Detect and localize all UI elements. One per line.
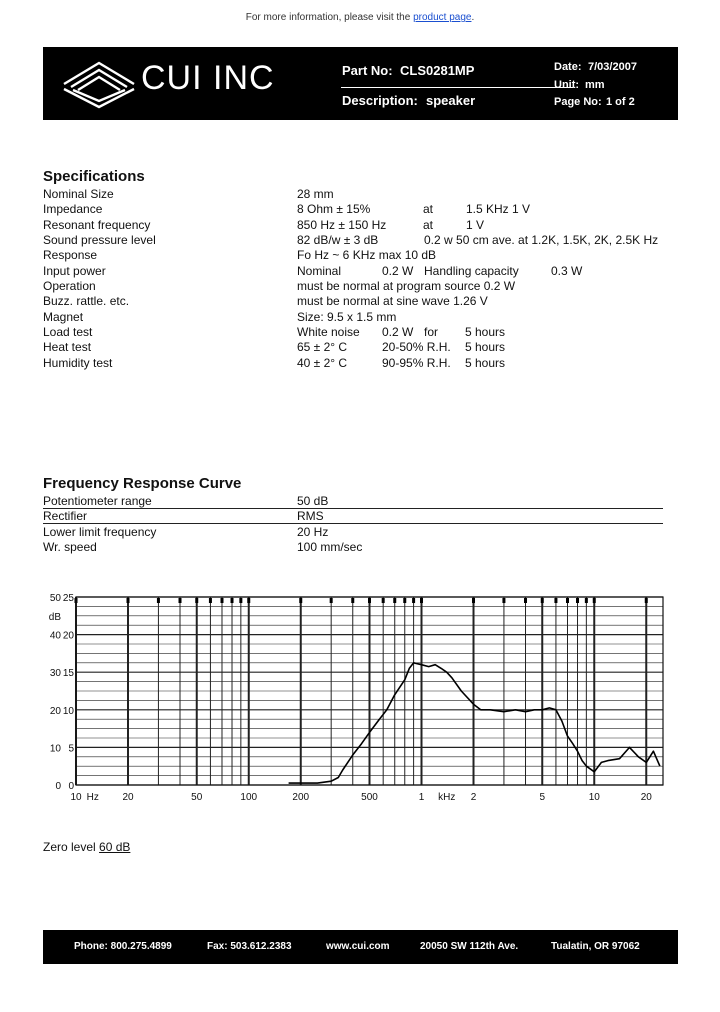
spec-value: 40 ± 2° C — [297, 356, 348, 370]
spec-detail: 1 V — [466, 218, 485, 232]
spec-name: Impedance — [43, 202, 103, 216]
spec-condition: at — [423, 202, 434, 216]
y-right-tick-label: 20 — [62, 630, 74, 642]
page-no-value: 1 of 2 — [606, 96, 635, 108]
top-notice — [0, 12, 720, 23]
footer-fax: Fax: 503.612.2383 — [207, 941, 292, 952]
x-tick-label: Hz — [86, 792, 99, 803]
top-tick — [393, 598, 396, 603]
fr-value: RMS — [297, 509, 324, 523]
spec-name: Humidity test — [43, 356, 113, 370]
spec-name: Input power — [43, 264, 106, 278]
x-tick-label: 10 — [70, 792, 82, 803]
fr-value: 20 Hz — [297, 525, 329, 539]
part-no-value: CLS0281MP — [400, 63, 475, 78]
top-tick — [157, 598, 160, 603]
fr-row — [43, 525, 683, 540]
x-tick-label: 20 — [640, 792, 652, 803]
header-divider — [341, 87, 573, 88]
y-right-tick-label: 0 — [68, 781, 74, 792]
spec-value: 65 ± 2° C — [297, 340, 348, 354]
notice-prefix: For more information, please visit the — [245, 12, 414, 23]
footer-address: 20050 SW 112th Ave. — [420, 941, 519, 952]
spec-condition: Handling capacity — [424, 264, 519, 278]
y-right-tick-label: 25 — [62, 593, 74, 604]
footer-website[interactable]: www.cui.com — [326, 941, 390, 952]
y-left-tick-label: 20 — [49, 705, 61, 717]
top-tick — [220, 598, 223, 603]
fr-value: 100 mm/sec — [297, 540, 363, 554]
spec-value: White noise — [297, 325, 360, 339]
y-left-tick-label: dB — [48, 611, 61, 623]
top-tick — [299, 598, 302, 603]
spec-condition: for — [424, 325, 439, 339]
x-tick-label: 10 — [588, 792, 600, 803]
top-tick — [231, 598, 234, 603]
description-label: Description: — [342, 93, 418, 108]
spec-row — [43, 279, 683, 294]
spec-name: Response — [43, 248, 98, 262]
spec-name: Operation — [43, 279, 96, 293]
fr-name: Lower limit frequency — [43, 525, 157, 539]
x-tick-label: 100 — [240, 792, 258, 803]
top-tick — [420, 598, 423, 603]
top-tick — [239, 598, 242, 603]
x-tick-label: 1 — [418, 792, 425, 803]
spec-row — [43, 248, 683, 263]
top-tick — [403, 598, 406, 603]
spec-condition: 0.2 w 50 cm ave. at 1.2K, 1.5K, 2K, 2.5K Hz — [424, 233, 659, 247]
x-tick-label: 5 — [539, 792, 546, 803]
top-tick — [247, 598, 250, 603]
fr-name: Potentiometer range — [43, 494, 152, 508]
spec-detail: 0.3 W — [551, 264, 583, 278]
x-tick-label: 20 — [122, 792, 134, 803]
spec-row — [43, 202, 683, 217]
x-tick-label: 200 — [292, 792, 310, 803]
top-tick — [127, 598, 130, 603]
zero-level — [43, 840, 130, 854]
spec-row — [43, 310, 683, 325]
frequency-response-chart — [38, 588, 668, 806]
frequency-response-title: Frequency Response Curve — [43, 475, 242, 492]
top-tick — [576, 598, 579, 603]
y-left-tick-label: 10 — [49, 743, 61, 755]
x-tick-label: kHz — [438, 792, 456, 803]
y-right-tick-label: 5 — [68, 743, 74, 755]
spec-detail: 5 hours — [465, 340, 506, 354]
top-tick — [585, 598, 588, 603]
unit-label: Unit: — [554, 79, 580, 91]
divider — [43, 523, 663, 524]
top-tick — [472, 598, 475, 603]
spec-value-2: 20-50% R.H. — [382, 340, 451, 354]
spec-row — [43, 233, 683, 248]
top-tick — [351, 598, 354, 603]
spec-row — [43, 187, 683, 202]
footer-phone: Phone: 800.275.4899 — [74, 941, 172, 952]
spec-value: 28 mm — [297, 187, 334, 201]
spec-row — [43, 340, 683, 355]
spec-value: 8 Ohm ± 15% — [297, 202, 371, 216]
spec-value-2: 90-95% R.H. — [382, 356, 451, 370]
y-right-tick-label: 10 — [62, 705, 74, 717]
description-value: speaker — [426, 93, 476, 108]
spec-name: Load test — [43, 325, 93, 339]
date-label: Date: — [554, 61, 582, 73]
top-tick — [179, 598, 182, 603]
fr-name: Wr. speed — [43, 540, 97, 554]
product-page-link[interactable]: product page — [413, 12, 472, 23]
spec-value: must be normal at sine wave 1.26 V — [297, 294, 488, 308]
cui-logo-icon — [61, 59, 137, 109]
zero-level-label: Zero level — [43, 840, 96, 854]
spec-name: Buzz. rattle. etc. — [43, 294, 130, 308]
top-tick — [368, 598, 371, 603]
spec-row — [43, 325, 683, 340]
spec-value: must be normal at program source 0.2 W — [297, 279, 516, 293]
unit-value: mm — [585, 79, 605, 91]
spec-detail: 5 hours — [465, 356, 506, 370]
spec-condition: at — [423, 218, 434, 232]
header-banner — [43, 47, 678, 120]
spec-row — [43, 356, 683, 371]
top-tick — [502, 598, 505, 603]
footer-bar — [43, 930, 678, 964]
part-no-label: Part No: — [342, 63, 393, 78]
spec-row — [43, 264, 683, 279]
fr-row — [43, 494, 683, 509]
y-left-tick-label: 30 — [49, 668, 61, 680]
top-tick — [645, 598, 648, 603]
top-tick — [566, 598, 569, 603]
top-tick — [541, 598, 544, 603]
spec-name: Heat test — [43, 340, 92, 354]
date-value: 7/03/2007 — [588, 61, 637, 73]
spec-value: Fo Hz ~ 6 KHz max 10 dB — [297, 248, 437, 262]
fr-row — [43, 509, 683, 524]
spec-value: Nominal — [297, 264, 342, 278]
spec-value-2: 0.2 W — [382, 325, 414, 339]
x-tick-label: 2 — [470, 792, 477, 803]
top-tick — [524, 598, 527, 603]
top-tick — [554, 598, 557, 603]
spec-row — [43, 218, 683, 233]
fr-value: 50 dB — [297, 494, 329, 508]
top-tick — [593, 598, 596, 603]
spec-name: Sound pressure level — [43, 233, 156, 247]
spec-row — [43, 294, 683, 309]
spec-value: Size: 9.5 x 1.5 mm — [297, 310, 397, 324]
y-left-tick-label: 50 — [49, 593, 61, 604]
spec-value: 82 dB/w ± 3 dB — [297, 233, 379, 247]
x-tick-label: 50 — [191, 792, 203, 803]
notice-suffix: . — [471, 12, 475, 23]
zero-level-value: 60 dB — [99, 840, 131, 854]
spec-name: Magnet — [43, 310, 84, 324]
spec-value: 850 Hz ± 150 Hz — [297, 218, 387, 232]
top-tick — [382, 598, 385, 603]
spec-name: Nominal Size — [43, 187, 114, 201]
spec-value-2: 0.2 W — [382, 264, 414, 278]
fr-row — [43, 540, 683, 555]
company-name: CUI INC — [141, 59, 275, 97]
x-tick-label: 500 — [361, 792, 378, 803]
top-tick — [195, 598, 198, 603]
specifications-title: Specifications — [43, 168, 145, 185]
y-left-tick-label: 0 — [55, 781, 61, 792]
top-tick — [209, 598, 212, 603]
spec-detail: 5 hours — [465, 325, 506, 339]
top-tick — [330, 598, 333, 603]
footer-city: Tualatin, OR 97062 — [551, 941, 640, 952]
y-right-tick-label: 15 — [62, 668, 74, 680]
fr-name: Rectifier — [43, 509, 88, 523]
page-no-label: Page No: — [554, 96, 602, 108]
spec-name: Resonant frequency — [43, 218, 151, 232]
spec-detail: 1.5 KHz 1 V — [466, 202, 531, 216]
y-left-tick-label: 40 — [49, 630, 61, 642]
top-tick — [412, 598, 415, 603]
